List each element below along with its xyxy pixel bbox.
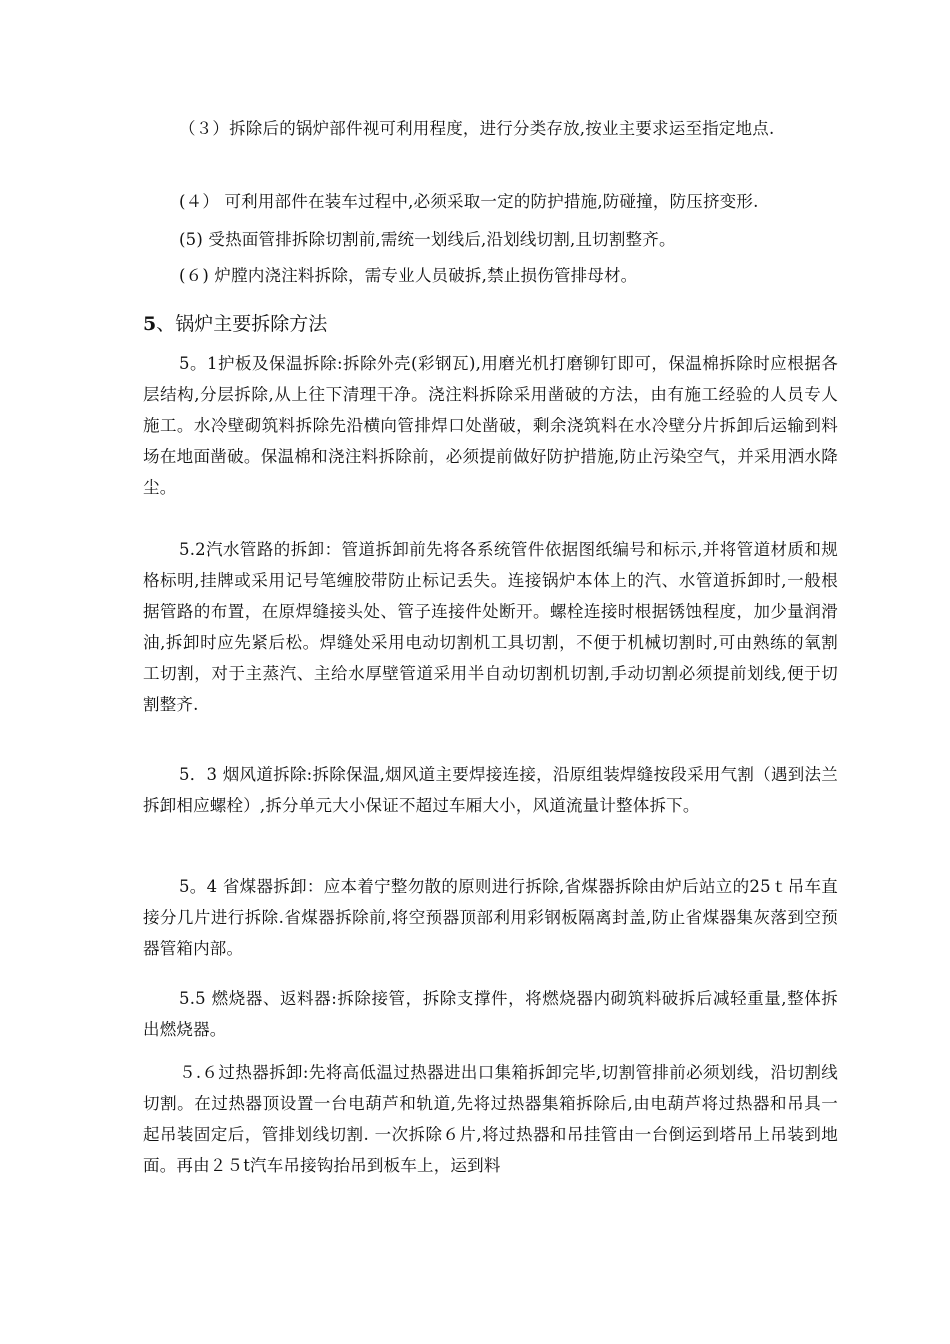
- subsection-5-5: 5.5 燃烧器、返料器:拆除接管，拆除支撑件，将燃烧器内砌筑料破拆后减轻重量,整体拆出燃烧器。: [143, 989, 838, 1039]
- paragraph-item-5: (5) 受热面管排拆除切割前,需统一划线后,沿划线切割,且切割整齐。: [179, 230, 676, 249]
- section-title: 、锅炉主要拆除方法: [156, 313, 328, 335]
- paragraph-item-6: (６) 炉膛内浇注料拆除，需专业人员破拆,禁止损伤管排母材。: [179, 266, 638, 285]
- paragraph-item-3: （３）拆除后的锅炉部件视可利用程度，进行分类存放,按业主要求运至指定地点.: [179, 119, 775, 138]
- subsection-5-3: 5．3 烟风道拆除:拆除保温,烟风道主要焊接连接，沿原组装焊缝按段采用气割（遇到法兰拆卸相应螺栓）,拆分单元大小保证不超过车厢大小，风道流量计整体拆下。: [143, 765, 838, 815]
- section-heading: [143, 309, 838, 339]
- subsection-5-1: 5。1护板及保温拆除:拆除外壳(彩钢瓦),用磨光机打磨铆钉即可，保温棉拆除时应根据各层结构,分层拆除,从上往下清理干净。浇注料拆除采用凿破的方法，由有施工经验的人员专人施工。水冷壁砌筑料拆除先沿横向管排焊口处凿破，剩余浇筑料在水冷壁分片拆卸后运输到料场在地面凿破。保温棉和浇注料拆除前，必须提前做好防护措施,防止污染空气，并采用洒水降尘。: [143, 354, 838, 497]
- subsection-5-2: 5.2汽水管路的拆卸：管道拆卸前先将各系统管件依据图纸编号和标示,并将管道材质和规格标明,挂牌或采用记号笔缠胶带防止标记丢失。连接锅炉本体上的汽、水管道拆卸时,一般根据管路的布置，在原焊缝接头处、管子连接件处断开。螺栓连接时根据锈蚀程度，加少量润滑油,拆卸时应先紧后松。焊缝处采用电动切割机工具切割，不便于机械切割时,可由熟练的氧割工切割，对于主蒸汽、主给水厚壁管道采用半自动切割机切割,手动切割必须提前划线,便于切割整齐.: [143, 540, 838, 714]
- section-number: 5: [143, 313, 157, 335]
- subsection-5-4: 5。4 省煤器拆卸：应本着宁整勿散的原则进行拆除,省煤器拆除由炉后站立的25ｔ吊车直接分几片进行拆除.省煤器拆除前,将空预器顶部利用彩钢板隔离封盖,防止省煤器集灰落到空预器管箱内部。: [143, 877, 838, 958]
- paragraph-item-4: (４） 可利用部件在装车过程中,必须采取一定的防护措施,防碰撞，防压挤变形.: [179, 192, 759, 211]
- subsection-5-6: ５.６过热器拆卸:先将高低温过热器进出口集箱拆卸完毕,切割管排前必须划线，沿切割线切割。在过热器顶设置一台电葫芦和轨道,先将过热器集箱拆除后,由电葫芦将过热器和吊具一起吊装固定后，管排划线切割. 一次拆除６片,将过热器和吊挂管由一台倒运到塔吊上吊装到地面。再由２５t汽车吊接钩抬吊到板车上，运到料: [143, 1063, 838, 1175]
